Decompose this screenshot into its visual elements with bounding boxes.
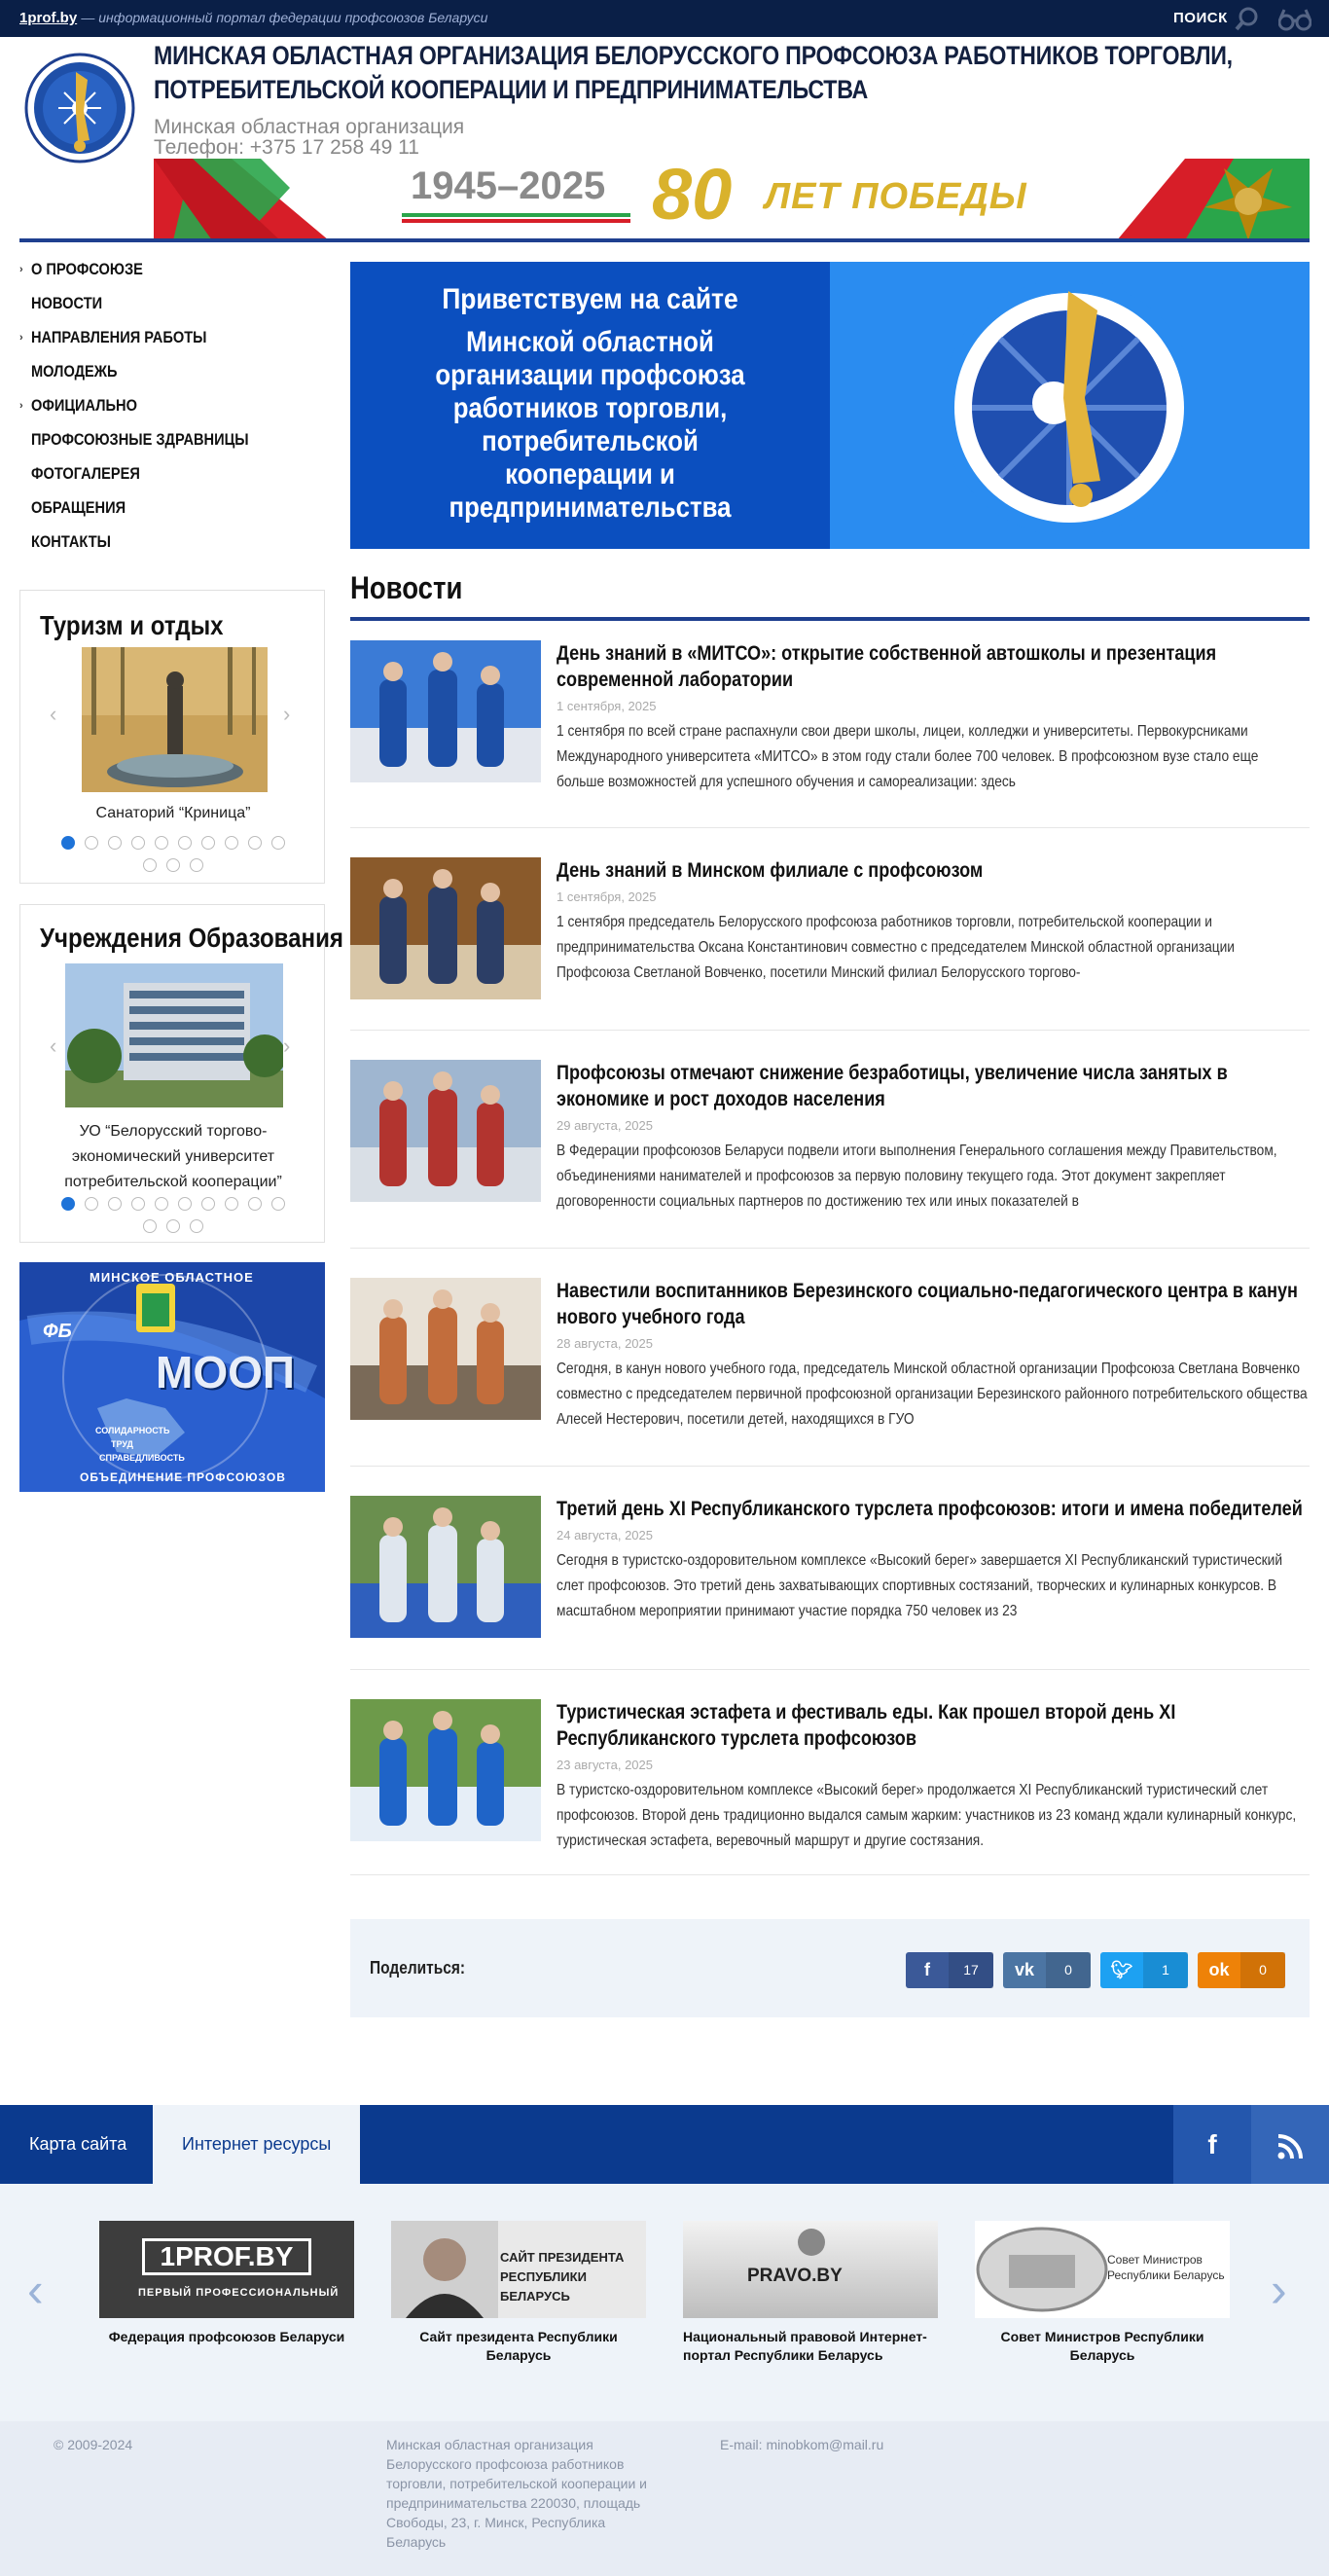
tab-internet-resources[interactable]: Интернет ресурсы xyxy=(153,2105,360,2184)
menu-item-label: КОНТАКТЫ xyxy=(31,532,111,551)
odnoklassniki-icon: ok xyxy=(1208,1960,1230,1979)
vk-share-button[interactable] xyxy=(1003,1952,1091,1988)
header-divider xyxy=(19,238,1310,242)
title-line-2: ПОТРЕБИТЕЛЬСКОЙ КООПЕРАЦИИ И ПРЕДПРИНИМАТЕЛЬСТВА xyxy=(154,75,869,104)
menu-item-label: НОВОСТИ xyxy=(31,294,103,312)
union-emblem xyxy=(830,262,1310,549)
search-button[interactable]: ПОИСК xyxy=(1173,10,1228,26)
news-title[interactable]: День знаний в Минском филиале с профсоюзом xyxy=(557,859,984,882)
accessibility-glasses-icon[interactable] xyxy=(1278,7,1311,32)
president-photo xyxy=(391,2221,498,2318)
logo-1prof-text: 1PROF.BY xyxy=(142,2238,311,2275)
share-label: Поделиться: xyxy=(370,1958,466,1977)
banner-80: 80 xyxy=(652,159,733,235)
chevron-left-icon[interactable]: ‹ xyxy=(27,2263,44,2317)
menu-item[interactable] xyxy=(19,495,321,529)
news-thumbnail[interactable] xyxy=(350,1699,541,1841)
twitter-share-button[interactable] xyxy=(1100,1952,1188,1988)
footer-nav xyxy=(0,2105,1329,2184)
footer-address: Минская областная организация Белорусского профсоюза работников торговли, потребительской кооперации и предпринимательства 220030, площадь Свободы, 23, г. Минск, Республика Беларусь xyxy=(386,2437,648,2550)
share-panel xyxy=(350,1919,1310,2017)
pagination-dot[interactable] xyxy=(190,1219,203,1233)
menu-item[interactable] xyxy=(19,461,321,495)
menu-item-label: ОФИЦИАЛЬНО xyxy=(31,396,137,415)
vk-icon: vk xyxy=(1014,1960,1035,1979)
news-thumbnail[interactable] xyxy=(350,1060,541,1202)
tab-sitemap[interactable]: Карта сайта xyxy=(29,2134,127,2154)
pagination-dot[interactable] xyxy=(131,836,145,850)
pagination-dot[interactable] xyxy=(178,1197,192,1211)
chevron-left-icon[interactable]: ‹ xyxy=(50,702,57,726)
news-excerpt: В Федерации профсоюзов Беларуси подвели итоги выполнения Генерального соглашения между Правительством, объединениями нанимателей и профсоюзов за первую половину текущего года. Этот документ закрепляет договоренности социальных партнеров по достижению тех или иных показателей в xyxy=(557,1143,1277,1210)
news-title[interactable]: Туристическая эстафета и фестиваль еды. Как прошел второй день XI Республиканского турслета профсоюзов xyxy=(557,1701,1176,1750)
submenu-arrow-icon: › xyxy=(19,400,23,412)
sanatorium-image[interactable] xyxy=(82,647,268,792)
facebook-icon: f xyxy=(924,1960,930,1979)
news-item[interactable] xyxy=(350,1496,1310,1670)
menu-item[interactable] xyxy=(19,291,321,325)
moop-banner[interactable] xyxy=(19,1262,325,1492)
pagination-dot[interactable] xyxy=(271,1197,285,1211)
news-item[interactable] xyxy=(350,857,1310,1031)
tourism-title: Туризм и отдых xyxy=(40,610,224,640)
news-title[interactable]: День знаний в «МИТСО»: открытие собственной автошколы и презентация современной лаборатории xyxy=(557,642,1217,691)
banner-years: 1945–2025 xyxy=(411,164,606,207)
pagination-dot[interactable] xyxy=(225,836,238,850)
resource-logo-pravo[interactable] xyxy=(683,2221,938,2318)
title-line-1: МИНСКАЯ ОБЛАСТНАЯ ОРГАНИЗАЦИЯ БЕЛОРУССКОГО ПРОФСОЮЗА РАБОТНИКОВ ТОРГОВЛИ, xyxy=(154,41,1233,70)
moop-word-1: СОЛИДАРНОСТЬ xyxy=(95,1426,170,1435)
resource-logo-president[interactable] xyxy=(391,2221,646,2318)
government-emblem xyxy=(975,2226,1109,2313)
menu-item[interactable] xyxy=(19,359,321,393)
menu-item-label: О ПРОФСОЮЗЕ xyxy=(31,260,143,278)
pagination-dot[interactable] xyxy=(143,1219,157,1233)
resource-name[interactable]: Национальный правовой Интернет-портал Республики Беларусь xyxy=(683,2329,927,2363)
news-item[interactable] xyxy=(350,1060,1310,1249)
news-title[interactable]: Профсоюзы отмечают снижение безработицы, увеличение числа занятых в экономике и рост доходов населения xyxy=(557,1062,1228,1110)
news-date: 28 августа, 2025 xyxy=(557,1336,653,1351)
pravo-emblem xyxy=(798,2229,825,2256)
news-date: 23 августа, 2025 xyxy=(557,1758,653,1772)
resource-name[interactable]: Федерация профсоюзов Беларуси xyxy=(108,2329,345,2344)
pagination-dot[interactable] xyxy=(155,836,168,850)
logo-1prof-sub: ПЕРВЫЙ ПРОФЕССИОНАЛЬНЫЙ xyxy=(138,2287,340,2299)
news-thumbnail[interactable] xyxy=(350,1278,541,1420)
banner-text: ЛЕТ ПОБЕДЫ xyxy=(765,176,1027,217)
pagination-dot[interactable] xyxy=(85,1197,98,1211)
chevron-right-icon[interactable]: › xyxy=(283,702,291,726)
news-body xyxy=(557,640,1310,795)
pagination-dot[interactable] xyxy=(201,1197,215,1211)
news-title[interactable]: Третий день XI Республиканского турслета профсоюзов: итоги и имена победителей xyxy=(557,1498,1303,1520)
news-excerpt: Сегодня в туристско-оздоровительном комплексе «Высокий берег» завершается XI Республиканский туристический слет профсоюзов. Это третий день захватывающих спортивных состязаний, творческих и кулинарных конкурсов. В масштабном мероприятии принимают участие порядка 750 человек из 23 xyxy=(557,1552,1283,1619)
president-logo-text: САЙТ ПРЕЗИДЕНТА РЕСПУБЛИКИ БЕЛАРУСЬ xyxy=(500,2250,625,2304)
pagination-dot[interactable] xyxy=(248,1197,262,1211)
internet-resources xyxy=(0,2184,1329,2421)
pagination-dot[interactable] xyxy=(85,836,98,850)
education-pagination xyxy=(46,1197,301,1242)
pagination-dot[interactable] xyxy=(201,836,215,850)
tourism-pagination xyxy=(46,836,301,881)
news-body xyxy=(557,1278,1310,1433)
news-body xyxy=(557,1496,1310,1624)
welcome-greeting: Приветствуем на сайте xyxy=(442,283,738,315)
welcome-org: Минской областной организации профсоюза работников торговли, потребительской кооперации и предпринимательства xyxy=(435,326,745,524)
moop-logo-text: МООП xyxy=(156,1347,295,1397)
menu-item-label: НАПРАВЛЕНИЯ РАБОТЫ xyxy=(31,328,207,346)
menu-item[interactable] xyxy=(19,325,321,359)
share-count: 0 xyxy=(1240,1952,1285,1988)
rss-glyph xyxy=(1276,2133,1304,2160)
portal-brand xyxy=(19,10,487,26)
pagination-dot[interactable] xyxy=(108,1197,122,1211)
resource-name[interactable]: Сайт президента Республики Беларусь xyxy=(419,2329,618,2363)
pagination-dot[interactable] xyxy=(143,858,157,872)
chevron-right-icon[interactable]: › xyxy=(1271,2263,1287,2317)
pagination-dot[interactable] xyxy=(225,1197,238,1211)
portal-tagline: — информационный портал федерации профсоюзов Беларуси xyxy=(81,10,488,25)
emblem-panel xyxy=(830,262,1310,549)
news-heading: Новости xyxy=(350,570,463,605)
news-divider xyxy=(350,617,1310,621)
victory-banner[interactable] xyxy=(154,159,1310,240)
resource-logo-government[interactable] xyxy=(975,2221,1230,2318)
organization-subtitle xyxy=(154,117,464,158)
subtitle-text: Минская областная организация xyxy=(154,116,465,138)
organization-title xyxy=(154,39,1300,107)
pagination-dot[interactable] xyxy=(166,1219,180,1233)
news-thumbnail[interactable] xyxy=(350,1496,541,1638)
site-footer xyxy=(0,2421,1329,2576)
news-thumbnail[interactable] xyxy=(350,640,541,782)
university-image[interactable] xyxy=(65,963,283,1107)
footer-email[interactable]: E-mail: minobkom@mail.ru xyxy=(720,2437,884,2452)
news-item[interactable] xyxy=(350,1699,1310,1875)
pagination-dot[interactable] xyxy=(61,1197,75,1211)
pagination-dot[interactable] xyxy=(131,1197,145,1211)
facebook-icon[interactable]: f xyxy=(1173,2105,1251,2184)
main-menu xyxy=(19,257,321,563)
education-title: Учреждения Образования xyxy=(40,923,343,953)
news-date: 1 сентября, 2025 xyxy=(557,699,657,713)
news-excerpt: В туристско-оздоровительном комплексе «Высокий берег» продолжается XI Республиканский туристический слет профсоюзов. Второй день традиционно выдался самым жарким: участников из 23 команд ждали кулинарный конкурс, туристическая эстафета, веревочный маршрут и другие состязания. xyxy=(557,1782,1297,1849)
news-item[interactable] xyxy=(350,640,1310,828)
news-body xyxy=(557,1060,1310,1215)
news-excerpt: 1 сентября по всей стране распахнули свои двери школы, лицеи, колледжи и университеты. Первокурсниками Международного университета «МИТСО» в этом году стали более 700 человек. В профсоюзном вузе стало еще больше возможностей для успешного обучения и самореализации: здесь xyxy=(557,723,1259,790)
share-count: 1 xyxy=(1143,1952,1188,1988)
pagination-dot[interactable] xyxy=(248,836,262,850)
education-caption[interactable]: УО “Белорусский торгово-экономический университет потребительской кооперации” xyxy=(64,1123,282,1190)
pagination-dot[interactable] xyxy=(166,858,180,872)
footer-copyright: © 2009-2024 xyxy=(54,2437,133,2452)
news-thumbnail[interactable] xyxy=(350,857,541,999)
facebook-share-button[interactable] xyxy=(906,1952,993,1988)
moop-top-text: МИНСКОЕ ОБЛАСТНОЕ xyxy=(90,1270,254,1285)
rss-icon[interactable] xyxy=(1251,2105,1329,2184)
menu-item[interactable] xyxy=(19,529,321,563)
pagination-dot[interactable] xyxy=(155,1197,168,1211)
submenu-arrow-icon: › xyxy=(19,332,23,344)
union-logo[interactable] xyxy=(19,53,140,163)
pravo-logo-text: PRAVO.BY xyxy=(747,2266,843,2286)
menu-item-label: ПРОФСОЮЗНЫЕ ЗДРАВНИЦЫ xyxy=(31,430,249,449)
twitter-icon: 🐦︎ xyxy=(1110,1960,1133,1979)
education-widget xyxy=(19,904,343,1243)
news-body xyxy=(557,857,1310,986)
share-count: 0 xyxy=(1046,1952,1091,1988)
pagination-dot[interactable] xyxy=(271,836,285,850)
news-item[interactable] xyxy=(350,1278,1310,1467)
resource-name[interactable]: Совет Министров Республики Беларусь xyxy=(1000,2329,1204,2363)
menu-item-label: ФОТОГАЛЕРЕЯ xyxy=(31,464,140,483)
tourism-caption[interactable]: Санаторий “Криница” xyxy=(95,805,251,821)
welcome-banner[interactable] xyxy=(350,262,830,549)
odnoklassniki-share-button[interactable] xyxy=(1198,1952,1285,1988)
government-logo-text: Совет Министров Республики Беларусь xyxy=(1107,2253,1225,2282)
menu-item[interactable] xyxy=(19,427,321,461)
search-icon[interactable] xyxy=(1234,6,1261,33)
menu-item[interactable] xyxy=(19,257,321,291)
moop-bottom-text: ОБЪЕДИНЕНИЕ ПРОФСОЮЗОВ xyxy=(80,1470,286,1484)
menu-item-label: МОЛОДЕЖЬ xyxy=(31,362,118,381)
submenu-arrow-icon: › xyxy=(19,264,23,275)
menu-item-label: ОБРАЩЕНИЯ xyxy=(31,498,126,517)
news-body xyxy=(557,1699,1310,1854)
portal-link[interactable]: 1prof.by xyxy=(19,10,78,26)
pagination-dot[interactable] xyxy=(190,858,203,872)
chevron-right-icon[interactable]: › xyxy=(283,1034,291,1058)
chevron-left-icon[interactable]: ‹ xyxy=(50,1034,57,1058)
moop-word-3: СПРАВЕДЛИВОСТЬ xyxy=(99,1453,185,1463)
tourism-widget xyxy=(19,590,325,884)
pagination-dot[interactable] xyxy=(178,836,192,850)
pagination-dot[interactable] xyxy=(61,836,75,850)
share-count: 17 xyxy=(949,1952,993,1988)
news-title[interactable]: Навестили воспитанников Березинского социально-педагогического центра в канун нового учебного года xyxy=(557,1280,1298,1328)
phone-text: Телефон: +375 17 258 49 11 xyxy=(154,136,419,159)
menu-item[interactable] xyxy=(19,393,321,427)
pagination-dot[interactable] xyxy=(108,836,122,850)
news-excerpt: 1 сентября председатель Белорусского профсоюза работников торговли, потребительской кооперации и предпринимательства Оксана Константинович совместно с председателем Минской областной организации Профсоюза Светланой Вовченко, посетили Минский филиал Белорусского торгово- xyxy=(557,914,1235,981)
news-excerpt: Сегодня, в канун нового учебного года, председатель Минской областной организации Профсоюза Светлана Вовченко совместно с председателем первичной профсоюзной организации Березинского районного потребительского общества Алесей Нестерович, посетили детей, находящихся в ГУО xyxy=(557,1361,1308,1428)
moop-fpb: ФБ xyxy=(43,1321,72,1342)
moop-word-2: ТРУД xyxy=(111,1439,133,1449)
news-date: 24 августа, 2025 xyxy=(557,1528,653,1542)
news-date: 1 сентября, 2025 xyxy=(557,889,657,904)
top-bar xyxy=(0,0,1329,37)
news-date: 29 августа, 2025 xyxy=(557,1118,653,1133)
resource-logo-1prof[interactable] xyxy=(99,2221,354,2318)
